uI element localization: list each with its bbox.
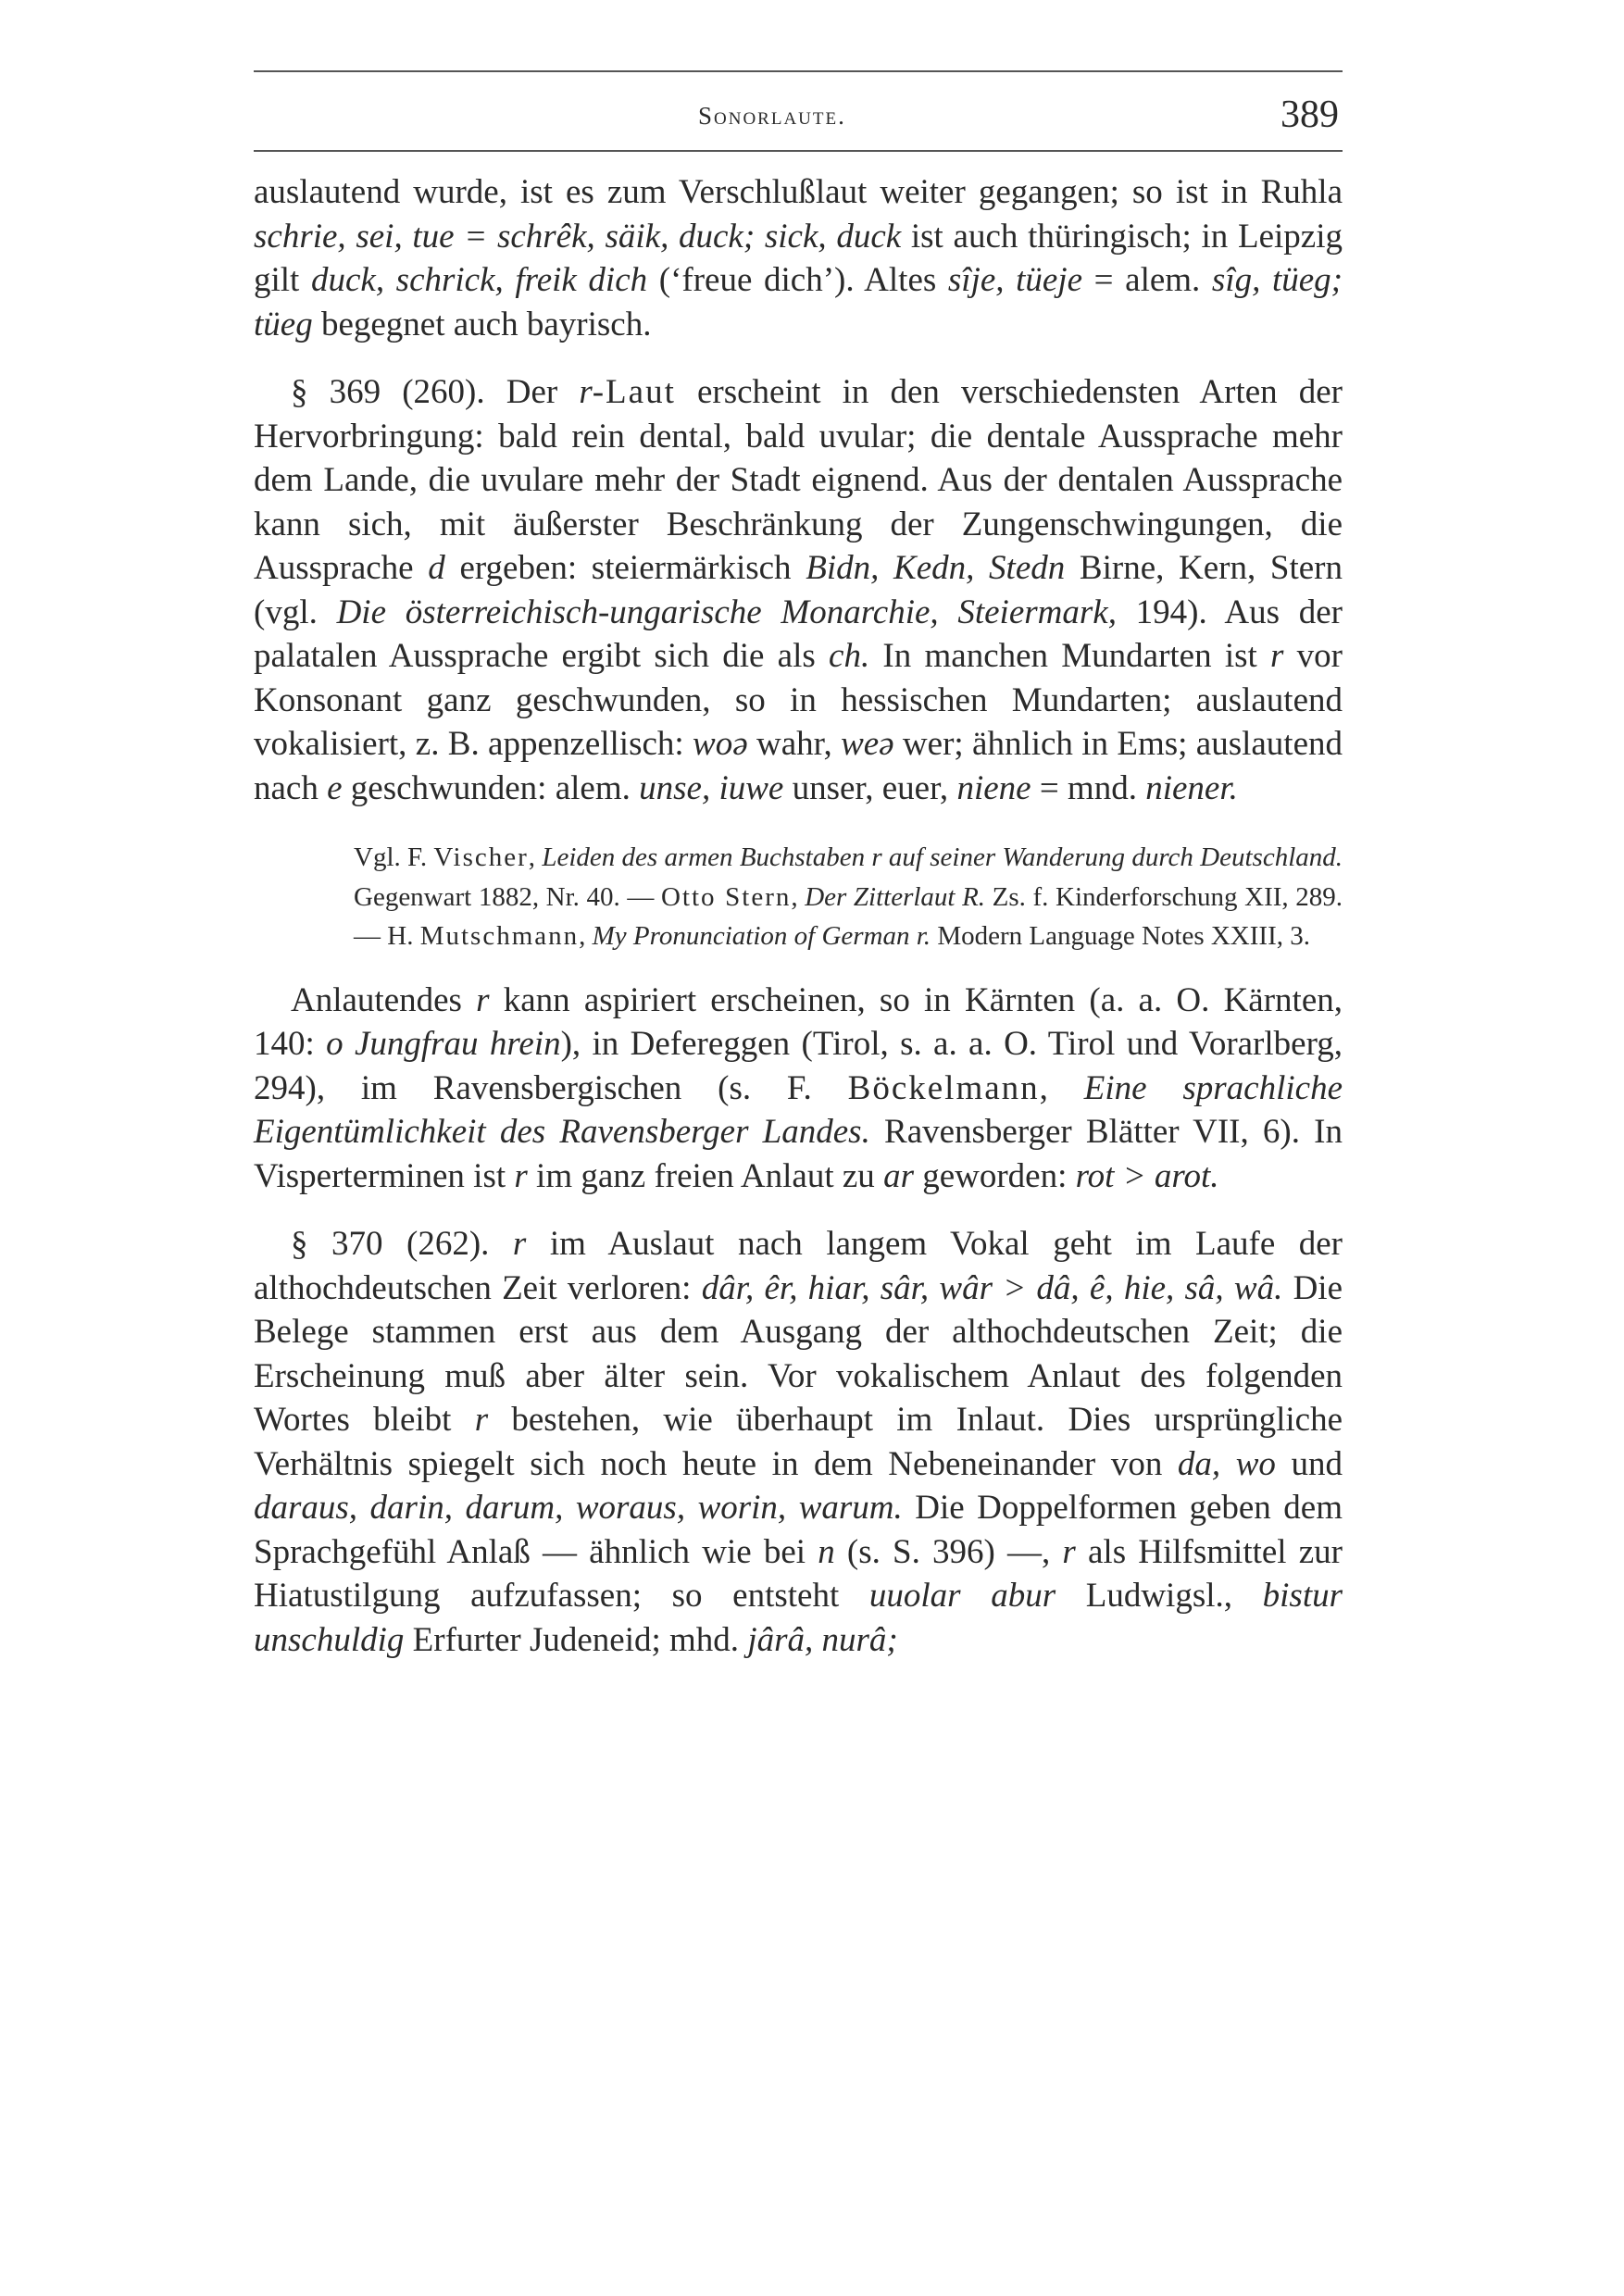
italic-text: Der Zitterlaut R. bbox=[805, 881, 986, 912]
text: , bbox=[1039, 1068, 1084, 1107]
text: , bbox=[791, 881, 806, 912]
text: geworden: bbox=[913, 1156, 1076, 1195]
italic-text: sîg, tüeg; tüeg bbox=[254, 261, 1343, 343]
text: Vgl. F. bbox=[354, 842, 434, 872]
text: Ravensberger Blätter VII, 6). In Visperterminen ist bbox=[254, 1113, 1343, 1195]
text: Anlautendes bbox=[291, 980, 477, 1019]
italic-text: bistur unschuldig bbox=[254, 1577, 1343, 1659]
text: Birne, Kern, Stern (vgl. bbox=[254, 549, 1343, 631]
italic-text: r bbox=[474, 1401, 489, 1439]
italic-text: sîje, tüeje bbox=[947, 261, 1083, 299]
spaced-text: Vischer bbox=[433, 842, 529, 872]
text: ist auch thüringisch; in Leipzig gilt bbox=[254, 217, 1343, 299]
italic-text: Leiden des armen Buchstaben r auf seiner Wanderung durch Deutschland. bbox=[542, 842, 1343, 872]
text: § 369 (260). Der bbox=[291, 373, 580, 411]
italic-text: e bbox=[327, 768, 343, 807]
italic-text: unse, iuwe bbox=[639, 768, 784, 807]
text: wahr, bbox=[747, 725, 842, 763]
text: Erfurter Judeneid; mhd. bbox=[404, 1620, 748, 1659]
italic-text: jârâ, nurâ; bbox=[747, 1620, 898, 1659]
text: wer; ähnlich in Ems; auslautend nach bbox=[254, 725, 1343, 807]
text: vor Konsonant ganz geschwunden, so in hessischen Mundarten; auslautend vokalisiert, z. B. appenzellisch: bbox=[254, 637, 1343, 763]
italic-text: duck, schrick, freik dich bbox=[310, 261, 648, 299]
italic-text: r bbox=[1062, 1532, 1076, 1571]
text: begegnet auch bayrisch. bbox=[312, 305, 652, 343]
text: erscheint in den verschiedensten Arten der Hervorbringung: bald rein dental, bald uvular; die dentale Aussprache mehr dem Lande, die uvulare mehr der Stadt eignend. Aus der dentalen Aussprache kann sich, mit äußerster Beschränkung der Zungenschwingungen, die Aussprache bbox=[254, 373, 1343, 587]
text: ), in Defereggen (Tirol, s. a. a. O. Tirol und Vorarlberg, 294), im Ravensbergischen (s. F. bbox=[254, 1025, 1343, 1107]
text: = alem. bbox=[1082, 261, 1212, 299]
text: 194). Aus der palatalen Aussprache ergibt sich die als bbox=[254, 593, 1343, 675]
text: im Auslaut nach langem Vokal geht im Laufe der althochdeutschen Zeit verloren: bbox=[254, 1225, 1343, 1307]
italic-text: dâr, êr, hiar, sâr, wâr > dâ, ê, hie, sâ, wâ. bbox=[701, 1268, 1283, 1307]
italic-text: o Jungfrau hrein bbox=[326, 1025, 561, 1063]
text: Zs. f. Kinderforschung XII, 289. — H. bbox=[354, 881, 1343, 951]
text: Die Belege stammen erst aus dem Ausgang der althochdeutschen Zeit; die Erscheinung muß aber älter sein. Vor vokalischem Anlaut des folgenden Wortes bleibt bbox=[254, 1268, 1343, 1439]
italic-text: Bidn, Kedn, Stedn bbox=[806, 549, 1066, 587]
paragraph-370 bbox=[254, 1222, 1343, 1662]
text: = mnd. bbox=[1031, 768, 1146, 807]
italic-text: rot > arot. bbox=[1075, 1156, 1219, 1195]
page-number: 389 bbox=[1280, 94, 1339, 136]
paragraph-anlaut bbox=[254, 979, 1343, 1199]
bibliographic-note bbox=[354, 838, 1343, 956]
text: (‘freue dich’). Altes bbox=[647, 261, 948, 299]
running-title: Sonorlaute. bbox=[698, 102, 846, 130]
italic-text: uuolar abur bbox=[868, 1577, 1056, 1615]
text: unser, euer, bbox=[783, 768, 957, 807]
spaced-text: -Laut bbox=[592, 373, 676, 411]
text: als Hilfsmittel zur Hiatustilgung aufzufassen; so entsteht bbox=[254, 1532, 1343, 1615]
text: bestehen, wie überhaupt im Inlaut. Dies ursprüngliche Verhältnis spiegelt sich noch heute in dem Nebeneinander von bbox=[254, 1401, 1343, 1483]
text: ergeben: steiermärkisch bbox=[444, 549, 806, 587]
italic-text: Eine sprachliche Eigentümlichkeit des Ravensberger Landes. bbox=[254, 1068, 1343, 1151]
italic-text: ch. bbox=[829, 637, 870, 675]
header-rule-top bbox=[254, 70, 1343, 72]
text: , bbox=[528, 842, 543, 872]
spaced-text: Mutschmann bbox=[419, 921, 580, 951]
text: , bbox=[579, 921, 593, 951]
text: im ganz freien Anlaut zu bbox=[527, 1156, 884, 1195]
text: auslautend wurde, ist es zum Verschlußlaut weiter gegangen; so ist in Ruhla bbox=[254, 173, 1343, 211]
text: Ludwigsl., bbox=[1056, 1577, 1263, 1615]
italic-text: r bbox=[514, 1156, 528, 1195]
italic-text: niene bbox=[956, 768, 1031, 807]
italic-text: r bbox=[579, 373, 593, 411]
running-header bbox=[254, 96, 1343, 146]
spaced-text: Böckelmann bbox=[847, 1068, 1040, 1107]
italic-text: r bbox=[1270, 637, 1284, 675]
text: Modern Language Notes XXIII, 3. bbox=[931, 921, 1310, 951]
italic-text: ar bbox=[883, 1156, 914, 1195]
text: geschwunden: alem. bbox=[342, 768, 640, 807]
text: Die Doppelformen geben dem Sprachgefühl Anlaß — ähnlich wie bei bbox=[254, 1489, 1343, 1571]
italic-text: weə bbox=[841, 725, 894, 763]
text: und bbox=[1275, 1444, 1343, 1483]
italic-text: schrie, sei, tue = schrêk, säik, duck; sick, duck bbox=[254, 217, 902, 256]
italic-text: niener. bbox=[1145, 768, 1238, 807]
book-page bbox=[254, 70, 1343, 1662]
italic-text: woə bbox=[693, 725, 748, 763]
italic-text: daraus, darin, darum, woraus, worin, warum. bbox=[254, 1489, 903, 1527]
paragraph-369 bbox=[254, 370, 1343, 810]
italic-text: r bbox=[512, 1225, 527, 1263]
text: Gegenwart 1882, Nr. 40. — bbox=[354, 881, 661, 912]
text: (s. S. 396) —, bbox=[834, 1532, 1063, 1571]
header-rule-bottom bbox=[254, 150, 1343, 152]
italic-text: r bbox=[476, 980, 490, 1019]
italic-text: d bbox=[428, 549, 445, 587]
italic-text: Die österreichisch-ungarische Monarchie, Steiermark, bbox=[336, 593, 1117, 631]
text: In manchen Mundarten ist bbox=[869, 637, 1271, 675]
italic-text: n bbox=[818, 1532, 835, 1571]
italic-text: My Pronunciation of German r. bbox=[592, 921, 931, 951]
text: kann aspiriert erscheinen, so in Kärnten (a. a. O. Kärnten, 140: bbox=[254, 980, 1343, 1063]
italic-text: da, wo bbox=[1177, 1444, 1276, 1483]
paragraph-1 bbox=[254, 170, 1343, 346]
spaced-text: Otto Stern bbox=[660, 881, 792, 912]
text: § 370 (262). bbox=[291, 1225, 513, 1263]
